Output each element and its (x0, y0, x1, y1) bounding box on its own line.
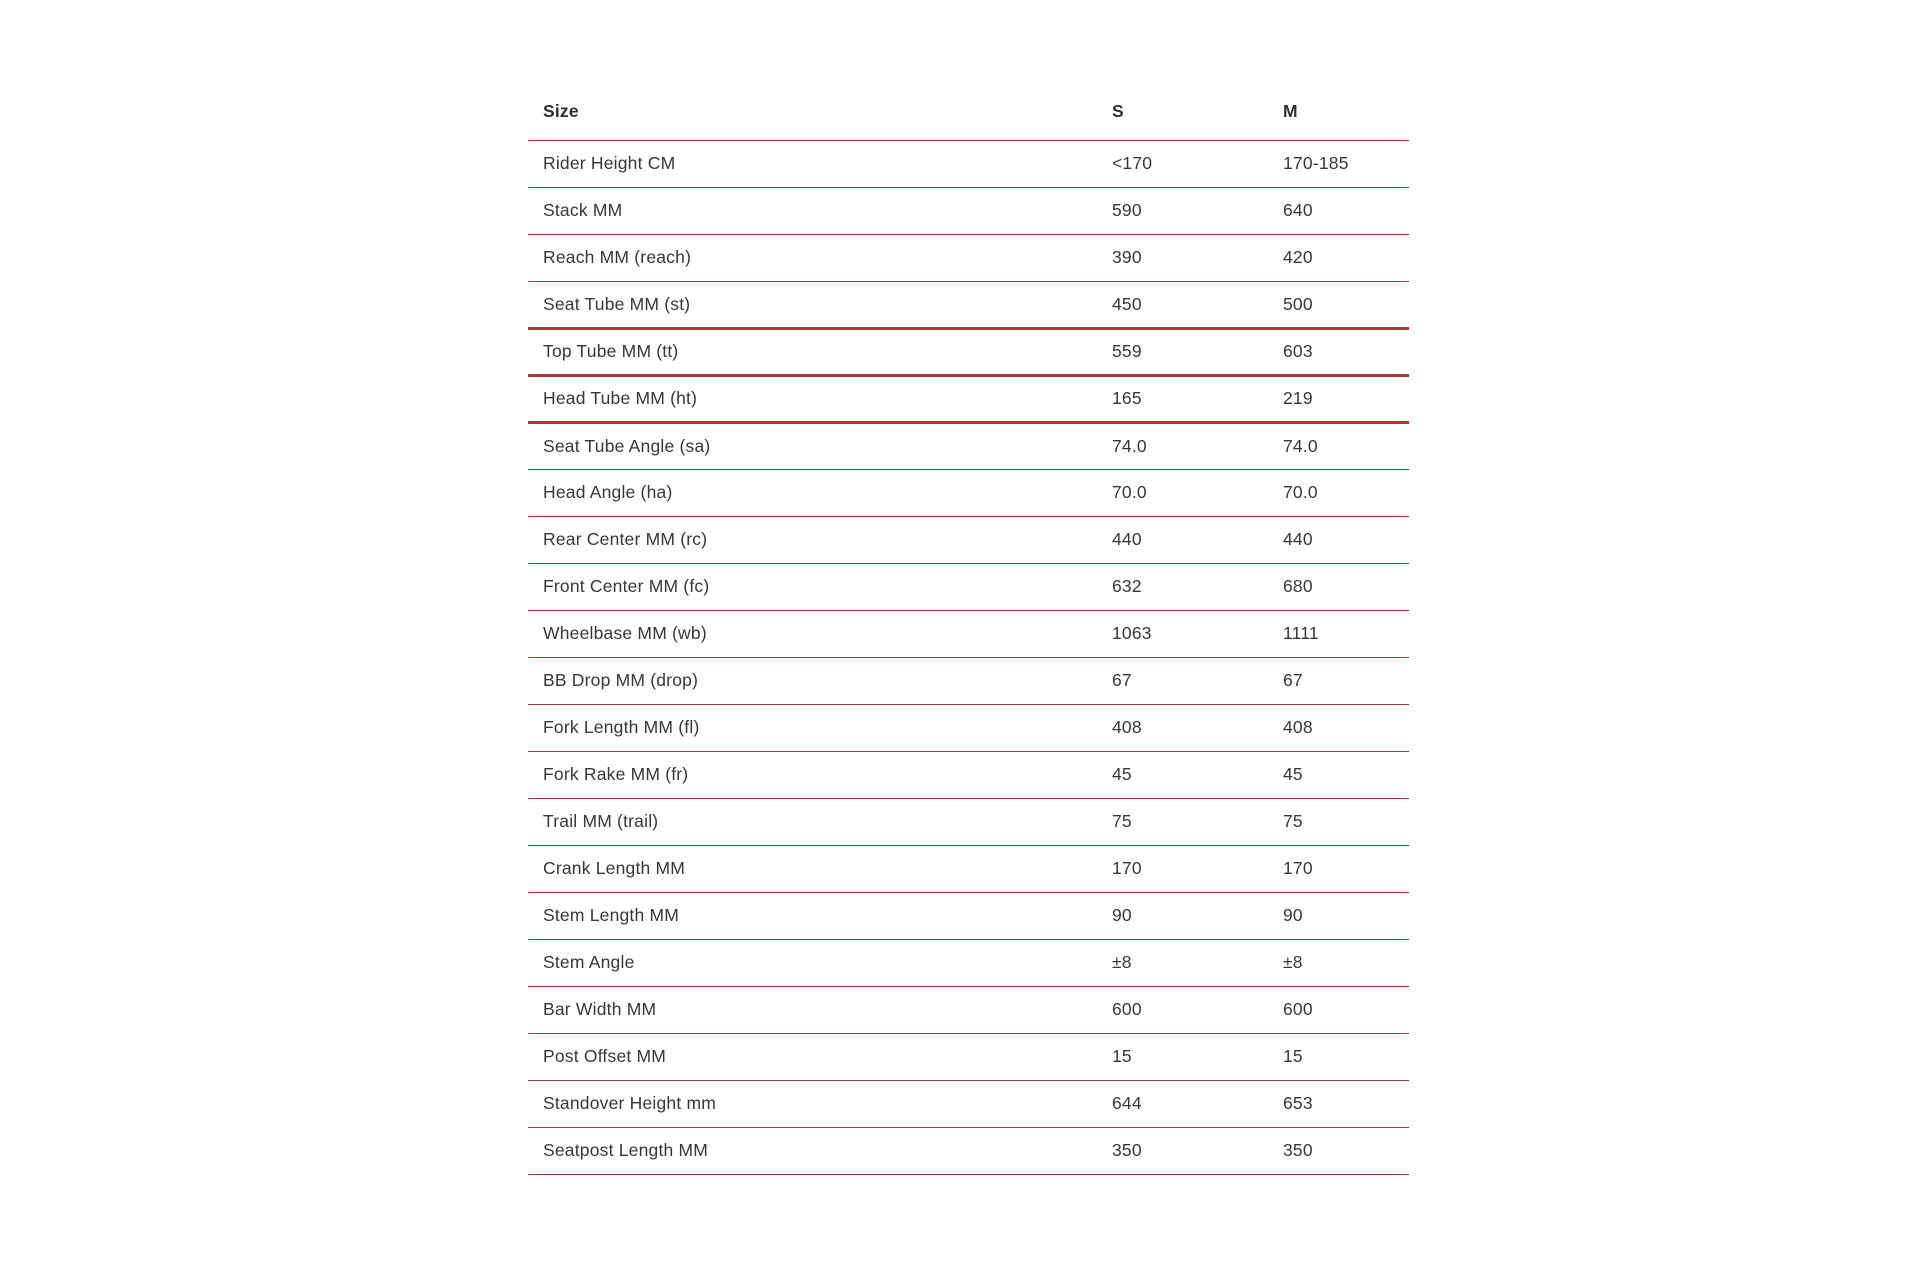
spec-value-m: 45 (1271, 751, 1409, 798)
spec-value-s: 70.0 (1100, 469, 1271, 516)
geometry-table-header (528, 88, 1409, 140)
table-row (528, 892, 1409, 939)
spec-value-s: 559 (1100, 328, 1271, 375)
spec-value-m: 74.0 (1271, 422, 1409, 469)
spec-value-s: 165 (1100, 375, 1271, 422)
spec-label: Bar Width MM (528, 986, 1100, 1033)
spec-label: Top Tube MM (tt) (528, 328, 1100, 375)
spec-value-m: 408 (1271, 704, 1409, 751)
spec-value-s: <170 (1100, 140, 1271, 187)
spec-value-s: 170 (1100, 845, 1271, 892)
spec-value-s: 67 (1100, 657, 1271, 704)
spec-label: Front Center MM (fc) (528, 563, 1100, 610)
spec-label: Post Offset MM (528, 1033, 1100, 1080)
table-row (528, 563, 1409, 610)
spec-label: BB Drop MM (drop) (528, 657, 1100, 704)
table-row (528, 610, 1409, 657)
spec-value-m: 90 (1271, 892, 1409, 939)
spec-label: Head Angle (ha) (528, 469, 1100, 516)
spec-label: Stem Angle (528, 939, 1100, 986)
header-row (528, 88, 1409, 140)
table-row (528, 422, 1409, 469)
spec-value-m: 70.0 (1271, 469, 1409, 516)
spec-label: Stack MM (528, 187, 1100, 234)
table-row (528, 516, 1409, 563)
spec-value-s: 590 (1100, 187, 1271, 234)
table-row (528, 1080, 1409, 1127)
table-row (528, 845, 1409, 892)
geometry-table-body (528, 140, 1409, 1174)
spec-label: Crank Length MM (528, 845, 1100, 892)
spec-label: Seat Tube Angle (sa) (528, 422, 1100, 469)
spec-value-m: 170-185 (1271, 140, 1409, 187)
spec-label: Rear Center MM (rc) (528, 516, 1100, 563)
spec-value-m: 500 (1271, 281, 1409, 328)
spec-label: Standover Height mm (528, 1080, 1100, 1127)
spec-value-s: 440 (1100, 516, 1271, 563)
spec-label: Rider Height CM (528, 140, 1100, 187)
spec-value-s: 15 (1100, 1033, 1271, 1080)
table-row (528, 751, 1409, 798)
spec-value-s: 90 (1100, 892, 1271, 939)
table-row (528, 1033, 1409, 1080)
table-row (528, 798, 1409, 845)
spec-label: Reach MM (reach) (528, 234, 1100, 281)
spec-value-m: 170 (1271, 845, 1409, 892)
spec-value-s: 450 (1100, 281, 1271, 328)
column-header-m: M (1283, 101, 1298, 122)
spec-value-m: 640 (1271, 187, 1409, 234)
spec-value-m: 600 (1271, 986, 1409, 1033)
table-row (528, 939, 1409, 986)
table-row (528, 986, 1409, 1033)
spec-label: Fork Length MM (fl) (528, 704, 1100, 751)
spec-value-m: 420 (1271, 234, 1409, 281)
spec-label: Trail MM (trail) (528, 798, 1100, 845)
table-row (528, 704, 1409, 751)
spec-value-s: 600 (1100, 986, 1271, 1033)
column-header-size: Size (543, 101, 579, 122)
spec-value-m: 653 (1271, 1080, 1409, 1127)
spec-value-m: 75 (1271, 798, 1409, 845)
geometry-table (528, 88, 1409, 1175)
spec-value-s: 644 (1100, 1080, 1271, 1127)
spec-label: Wheelbase MM (wb) (528, 610, 1100, 657)
spec-value-s: ±8 (1100, 939, 1271, 986)
spec-value-s: 74.0 (1100, 422, 1271, 469)
table-row (528, 140, 1409, 187)
spec-value-m: 680 (1271, 563, 1409, 610)
spec-value-m: 440 (1271, 516, 1409, 563)
table-row (528, 469, 1409, 516)
table-row (528, 657, 1409, 704)
spec-value-m: 1111 (1271, 610, 1409, 657)
spec-value-s: 632 (1100, 563, 1271, 610)
spec-value-m: ±8 (1271, 939, 1409, 986)
spec-label: Seatpost Length MM (528, 1127, 1100, 1174)
table-row (528, 281, 1409, 328)
spec-value-m: 219 (1271, 375, 1409, 422)
spec-value-m: 350 (1271, 1127, 1409, 1174)
table-row (528, 375, 1409, 422)
geometry-spec-section (528, 88, 1409, 1175)
spec-value-s: 390 (1100, 234, 1271, 281)
spec-value-s: 45 (1100, 751, 1271, 798)
spec-value-s: 1063 (1100, 610, 1271, 657)
spec-label: Stem Length MM (528, 892, 1100, 939)
spec-label: Fork Rake MM (fr) (528, 751, 1100, 798)
spec-value-m: 67 (1271, 657, 1409, 704)
table-row (528, 1127, 1409, 1174)
spec-value-m: 15 (1271, 1033, 1409, 1080)
column-header-s: S (1112, 101, 1124, 122)
table-row (528, 187, 1409, 234)
spec-label: Seat Tube MM (st) (528, 281, 1100, 328)
spec-label: Head Tube MM (ht) (528, 375, 1100, 422)
spec-value-s: 350 (1100, 1127, 1271, 1174)
spec-value-m: 603 (1271, 328, 1409, 375)
spec-value-s: 408 (1100, 704, 1271, 751)
spec-value-s: 75 (1100, 798, 1271, 845)
table-row (528, 328, 1409, 375)
table-row (528, 234, 1409, 281)
